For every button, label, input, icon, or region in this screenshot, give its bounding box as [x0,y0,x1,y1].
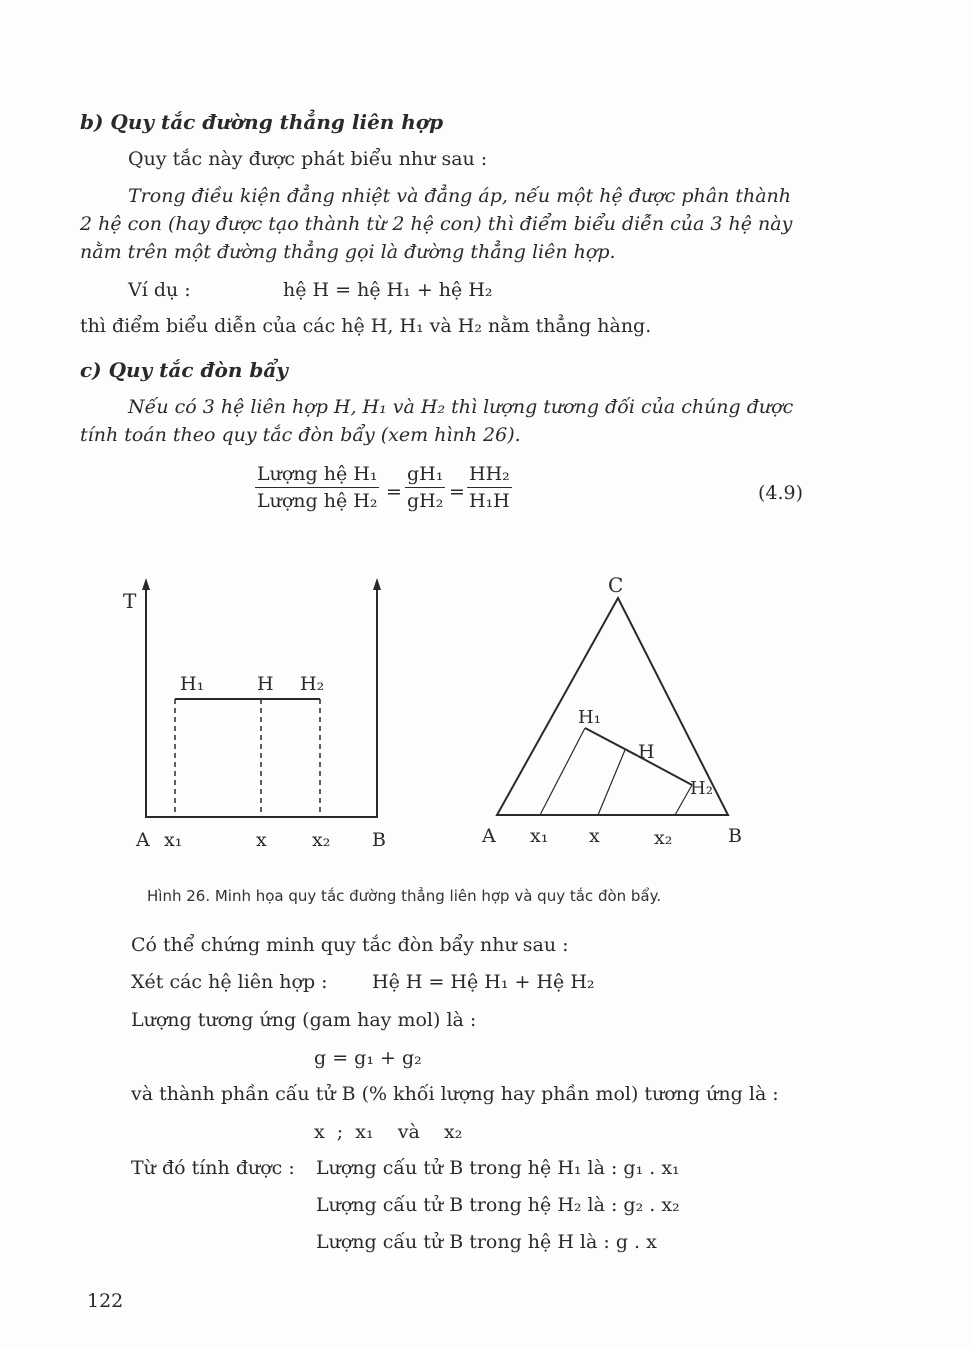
guide-line-h1 [540,728,585,815]
label-a: A [136,829,150,851]
label-h: H [257,673,274,695]
derive-line-h1: Lượng cấu tử B trong hệ H₁ là : g₁ . x₁ [316,1157,680,1179]
right-axis-arrow-icon [373,578,381,590]
label-h1: H₁ [180,673,205,695]
section-b-intro: Quy tắc này được phát biểu như sau : [128,148,488,170]
rule-line-2: 2 hệ con (hay được tạo thành từ 2 hệ con) thì điểm biểu diễn của 3 hệ này [80,213,793,235]
label-a-ternary: A [482,825,496,847]
left-axis-arrow-icon [142,578,150,590]
collinear-conclusion: thì điểm biểu diễn của các hệ H, H₁ và H₂ nằm thẳng hàng. [80,315,652,337]
equals-sign-2: = [449,481,465,503]
derive-line-h2: Lượng cấu tử B trong hệ H₂ là : g₂ . x₂ [316,1194,680,1216]
label-b: B [372,829,386,851]
axis-label-t: T [123,589,137,613]
section-b-heading: b) Quy tắc đường thẳng liên hợp [80,110,444,134]
binary-diagram [110,570,410,860]
amount-formula: g = g₁ + g₂ [314,1047,422,1069]
label-x2: x₂ [312,829,331,851]
fraction-mass-denominator: gH₂ [407,490,444,512]
composition-values: x ; x₁ và x₂ [314,1121,463,1143]
label-h-point: H [638,741,655,763]
fraction-amount-numerator: Lượng hệ H₁ [255,463,379,488]
example-formula: hệ H = hệ H₁ + hệ H₂ [283,279,493,301]
proof-intro: Có thể chứng minh quy tắc đòn bẩy như sau : [131,934,569,956]
fraction-mass-numerator: gH₁ [405,463,445,488]
label-x: x [256,829,267,851]
derive-label: Từ đó tính được : [131,1157,295,1179]
label-h2: H₂ [300,673,325,695]
fraction-mass [405,463,445,512]
ternary-diagram [470,570,760,860]
composition-label: và thành phần cấu tử B (% khối lượng hay phần mol) tương ứng là : [131,1083,779,1105]
lever-line-2: tính toán theo quy tắc đòn bẩy (xem hình 26). [80,424,521,446]
label-c: C [608,573,624,597]
section-c-heading: c) Quy tắc đòn bẩy [80,358,288,382]
label-h1-point: H₁ [578,707,601,728]
fraction-amount-denominator: Lượng hệ H₂ [257,490,378,512]
lever-line-1: Nếu có 3 hệ liên hợp H, H₁ và H₂ thì lượng tương đối của chúng được [128,396,794,418]
label-x1-ternary: x₁ [530,825,549,847]
tie-line-h1-h [585,728,638,756]
label-x1: x₁ [164,829,183,851]
example-label: Ví dụ : [128,279,191,301]
figure-caption: Hình 26. Minh họa quy tắc đường thẳng liên hợp và quy tắc đòn bẩy. [147,887,662,905]
guide-line-h [598,750,625,815]
label-b-ternary: B [728,825,742,847]
rule-line-1: Trong điều kiện đẳng nhiệt và đẳng áp, nếu một hệ được phân thành [128,185,791,207]
fraction-segment-numerator: HH₂ [467,463,512,488]
fraction-amount [255,463,379,512]
rule-line-3: nằm trên một đường thẳng gọi là đường thẳng liên hợp. [80,241,616,263]
derive-line-h: Lượng cấu tử B trong hệ H là : g . x [316,1231,657,1253]
systems-formula: Hệ H = Hệ H₁ + Hệ H₂ [372,971,595,993]
amount-label: Lượng tương ứng (gam hay mol) là : [131,1009,477,1031]
equals-sign-1: = [386,481,402,503]
label-x-ternary: x [589,825,600,847]
label-x2-ternary: x₂ [654,827,673,849]
page-number: 122 [87,1290,124,1312]
label-h2-point: H₂ [690,778,713,799]
fraction-segment [467,463,512,512]
equation-number: (4.9) [758,482,804,504]
fraction-segment-denominator: H₁H [469,490,510,512]
systems-label: Xét các hệ liên hợp : [131,971,328,993]
